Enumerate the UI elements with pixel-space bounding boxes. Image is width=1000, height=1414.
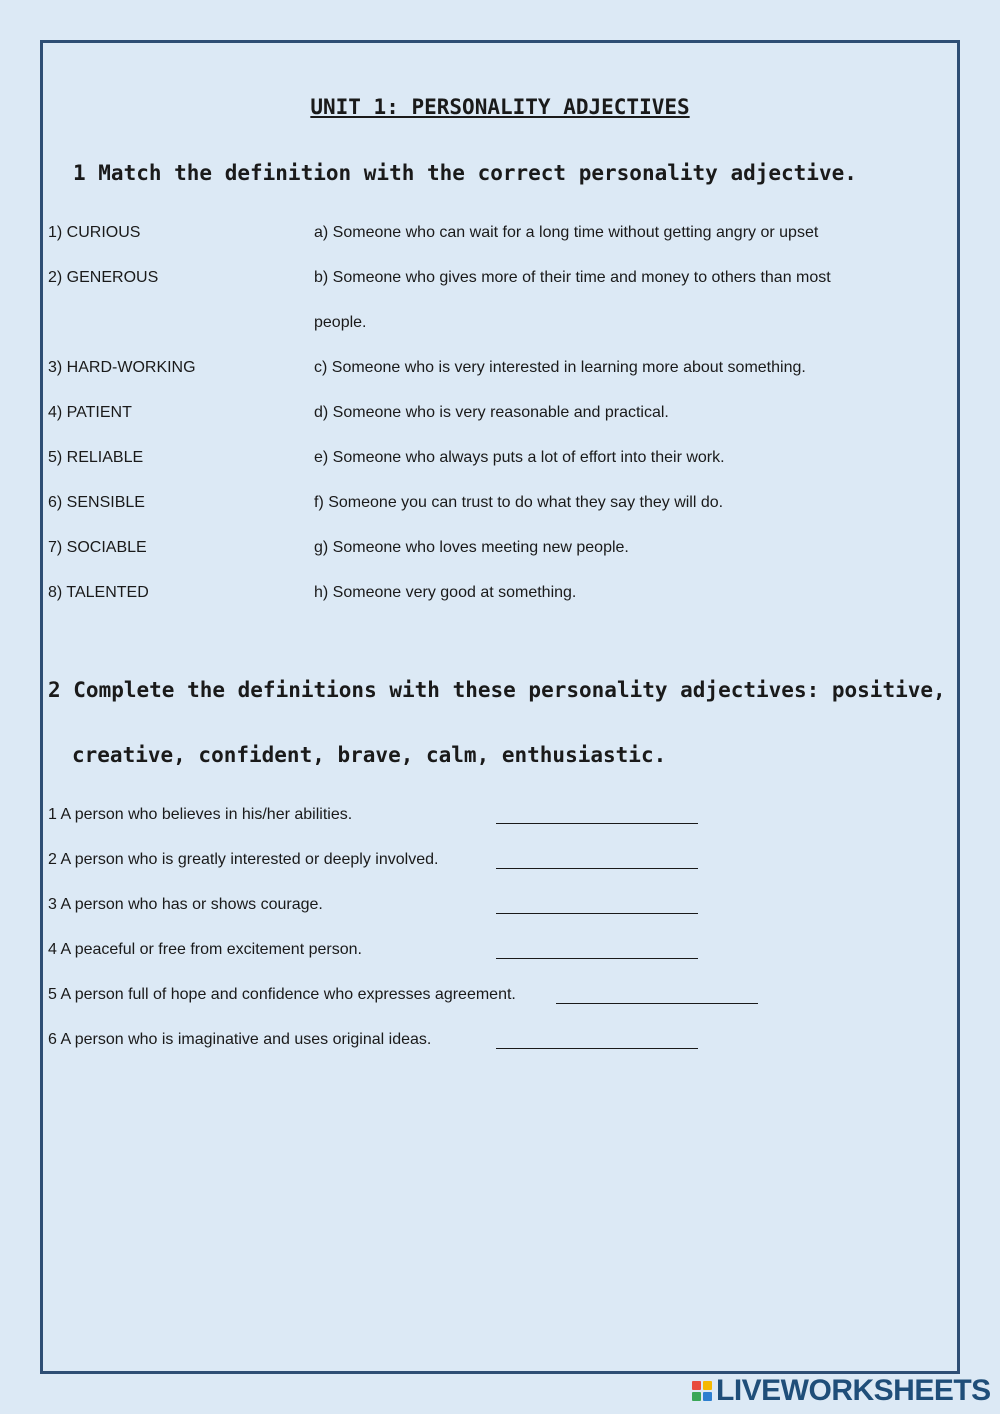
adjective-item: 3) HARD-WORKING	[48, 359, 196, 376]
adjective-item: 8) TALENTED	[48, 584, 149, 601]
answer-blank[interactable]	[496, 868, 698, 869]
definition-item: f) Someone you can trust to do what they say they will do.	[314, 494, 724, 511]
completion-item: 5 A person full of hope and confidence who expresses agreement.	[48, 986, 516, 1003]
definition-item: b) Someone who gives more of their time and money to others than most	[314, 269, 831, 286]
definition-item: g) Someone who loves meeting new people.	[314, 539, 629, 556]
liveworksheets-logo	[692, 1374, 991, 1408]
completion-item: 4 A peaceful or free from excitement person.	[48, 941, 362, 958]
completion-item: 2 A person who is greatly interested or deeply involved.	[48, 851, 439, 868]
answer-blank[interactable]	[496, 823, 698, 824]
answer-blank[interactable]	[496, 1048, 698, 1049]
definition-item-continued: people.	[314, 314, 367, 331]
adjective-item: 5) RELIABLE	[48, 449, 144, 466]
page-title: UNIT 1: PERSONALITY ADJECTIVES	[310, 95, 690, 119]
answer-blank[interactable]	[496, 958, 698, 959]
definition-item: d) Someone who is very reasonable and practical.	[314, 404, 669, 421]
definition-item: h) Someone very good at something.	[314, 584, 577, 601]
logo-text: LIVEWORKSHEETS	[716, 1374, 991, 1407]
adjective-item: 1) CURIOUS	[48, 224, 141, 241]
exercise-1-heading: 1 Match the definition with the correct personality adjective.	[73, 161, 857, 185]
logo-icon	[692, 1381, 712, 1401]
definition-item: c) Someone who is very interested in learning more about something.	[314, 359, 806, 376]
adjective-item: 2) GENEROUS	[48, 269, 159, 286]
adjective-item: 4) PATIENT	[48, 404, 132, 421]
completion-item: 1 A person who believes in his/her abilities.	[48, 806, 353, 823]
completion-item: 6 A person who is imaginative and uses original ideas.	[48, 1031, 432, 1048]
exercise-2-heading-line-2: creative, confident, brave, calm, enthusiastic.	[72, 743, 667, 767]
adjective-item: 7) SOCIABLE	[48, 539, 147, 556]
answer-blank[interactable]	[496, 913, 698, 914]
completion-item: 3 A person who has or shows courage.	[48, 896, 323, 913]
adjective-item: 6) SENSIBLE	[48, 494, 145, 511]
exercise-2-heading: 2 Complete the definitions with these personality adjectives: positive,	[48, 678, 946, 702]
answer-blank[interactable]	[556, 1003, 758, 1004]
definition-item: a) Someone who can wait for a long time without getting angry or upset	[314, 224, 819, 241]
definition-item: e) Someone who always puts a lot of effort into their work.	[314, 449, 725, 466]
